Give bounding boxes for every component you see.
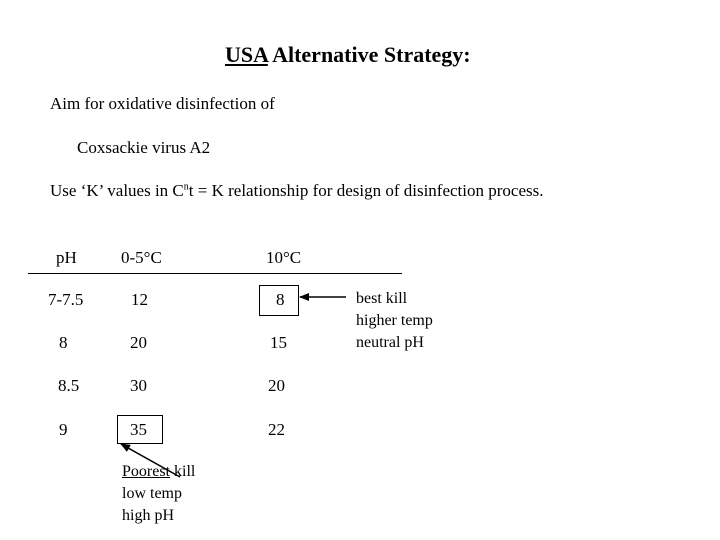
table-cell-ph-4: 9	[59, 420, 68, 439]
table-cell-low-2: 20	[130, 333, 147, 352]
header-ph: pH	[56, 248, 77, 267]
header-0-5c: 0-5°C	[121, 248, 162, 267]
poorest-note-line-1	[122, 461, 195, 483]
table-cell-low-4: 35	[130, 420, 147, 439]
best-note-line-1: best kill	[356, 290, 408, 307]
table-cell-high-3: 20	[268, 376, 285, 395]
best-note	[356, 288, 433, 354]
table-cell-ph-3: 8.5	[58, 376, 80, 395]
poorest-rest: kill	[170, 463, 196, 480]
header-10c: 10°C	[266, 248, 302, 267]
intro-line-3-sup: n	[183, 181, 189, 193]
title-rest: Alternative Strategy:	[272, 42, 471, 67]
poorest-note-line-3: high pH	[122, 507, 174, 524]
intro-line-3-pre: Use ‘K’ values in C	[50, 181, 184, 200]
table-cell-ph-1: 7-7.5	[48, 290, 84, 309]
table-cell-high-4: 22	[268, 420, 285, 439]
table-cell-low-3: 30	[130, 376, 147, 395]
poorest-word: Poorest	[122, 463, 170, 480]
table-cell-high-1: 8	[276, 290, 285, 309]
best-note-line-3: neutral pH	[356, 334, 424, 351]
intro-line-1: Aim for oxidative disinfection of	[50, 94, 275, 113]
poorest-note-line-2: low temp	[122, 485, 182, 502]
poorest-note	[122, 461, 195, 527]
best-note-line-2: higher temp	[356, 312, 433, 329]
table-cell-ph-2: 8	[59, 333, 68, 352]
title-usa: USA	[225, 42, 268, 67]
intro-line-3-post: t = K relationship for design of disinfection process.	[188, 181, 544, 200]
intro-line-2: Coxsackie virus A2	[77, 138, 211, 157]
table-cell-high-2: 15	[270, 333, 287, 352]
table-cell-low-1: 12	[131, 290, 148, 309]
